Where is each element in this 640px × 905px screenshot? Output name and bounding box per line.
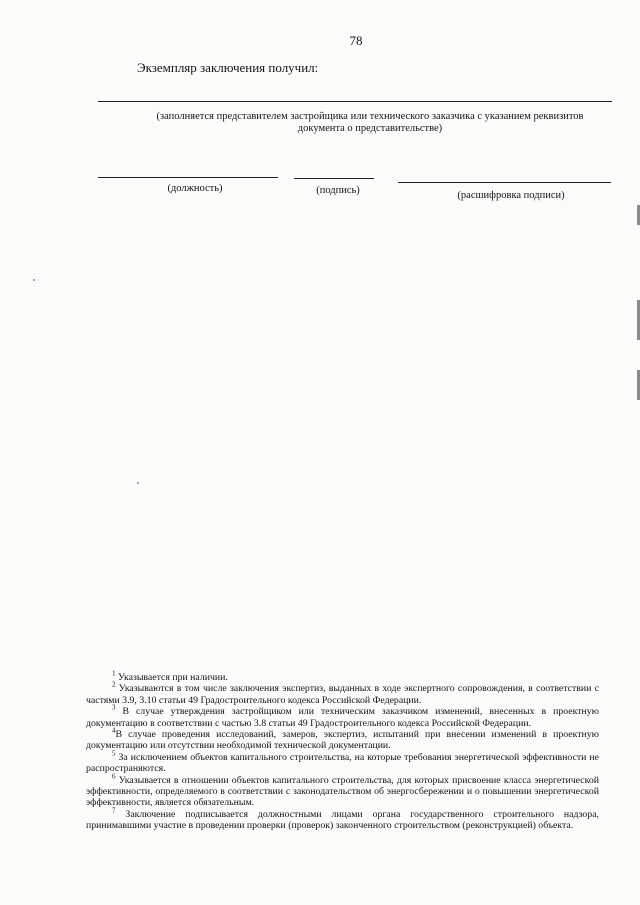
footnote: $^1$ Указывается при наличии. bbox=[112, 669, 228, 683]
representative-hint-line1: (заполняется представителем застройщика или технического заказчика с указанием реквизитов bbox=[156, 111, 584, 122]
footnote: $^7$ Заключение подписывается должностными лицами органа государственного строительного надзора, принимавшими участие в проведении проверки (проверок) законченного строительством (реконструкцией) объекта. bbox=[86, 806, 599, 832]
position-line bbox=[98, 177, 278, 178]
representative-hint-line2: документа о представительстве) bbox=[297, 123, 443, 134]
scan-speck bbox=[33, 279, 35, 281]
signature-label: (подпись) bbox=[316, 185, 360, 196]
copy-received-heading: Экземпляр заключения получил: bbox=[137, 60, 319, 75]
footnote: $^5$ За исключением объектов капитального строительства, на которые требования энергетической эффективности не распространяются. bbox=[86, 749, 599, 775]
decoding-label: (расшифровка подписи) bbox=[457, 190, 565, 201]
footnote: $^3$ В случае утверждения застройщиком или техническим заказчиком изменений, внесенных в проектную документацию в соответствии с частью 3.8 статьи 49 Градостроительного кодекса Российской Федерации. bbox=[86, 703, 599, 729]
footnote: $^6$ Указывается в отношении объектов капитального строительства, для которых присвоение класса энергетической эффективности, определяемого в соответствии с законодательством об энергосбережении и о повышении энергетической эффективности, является обязательным. bbox=[86, 772, 599, 809]
footnotes bbox=[86, 669, 599, 832]
decoding-line bbox=[398, 182, 611, 183]
representative-line bbox=[98, 101, 612, 102]
signature-line bbox=[294, 178, 374, 179]
footnote: $^2$ Указываются в том числе заключения экспертиз, выданных в ходе экспертного сопровождения, в соответствии с частями 3.9, 3.10 статьи 49 Градостроительного кодекса Российской Федерации. bbox=[86, 681, 599, 706]
footnote: $^4$В случае проведения исследований, замеров, экспертиз, испытаний при внесении изменений в проектную документацию или отсутствии необходимой технической документации. bbox=[86, 726, 599, 752]
scan-speck bbox=[137, 482, 139, 484]
position-label: (должность) bbox=[167, 183, 223, 194]
page-number: 78 bbox=[349, 33, 363, 48]
representative-hint bbox=[100, 111, 640, 135]
